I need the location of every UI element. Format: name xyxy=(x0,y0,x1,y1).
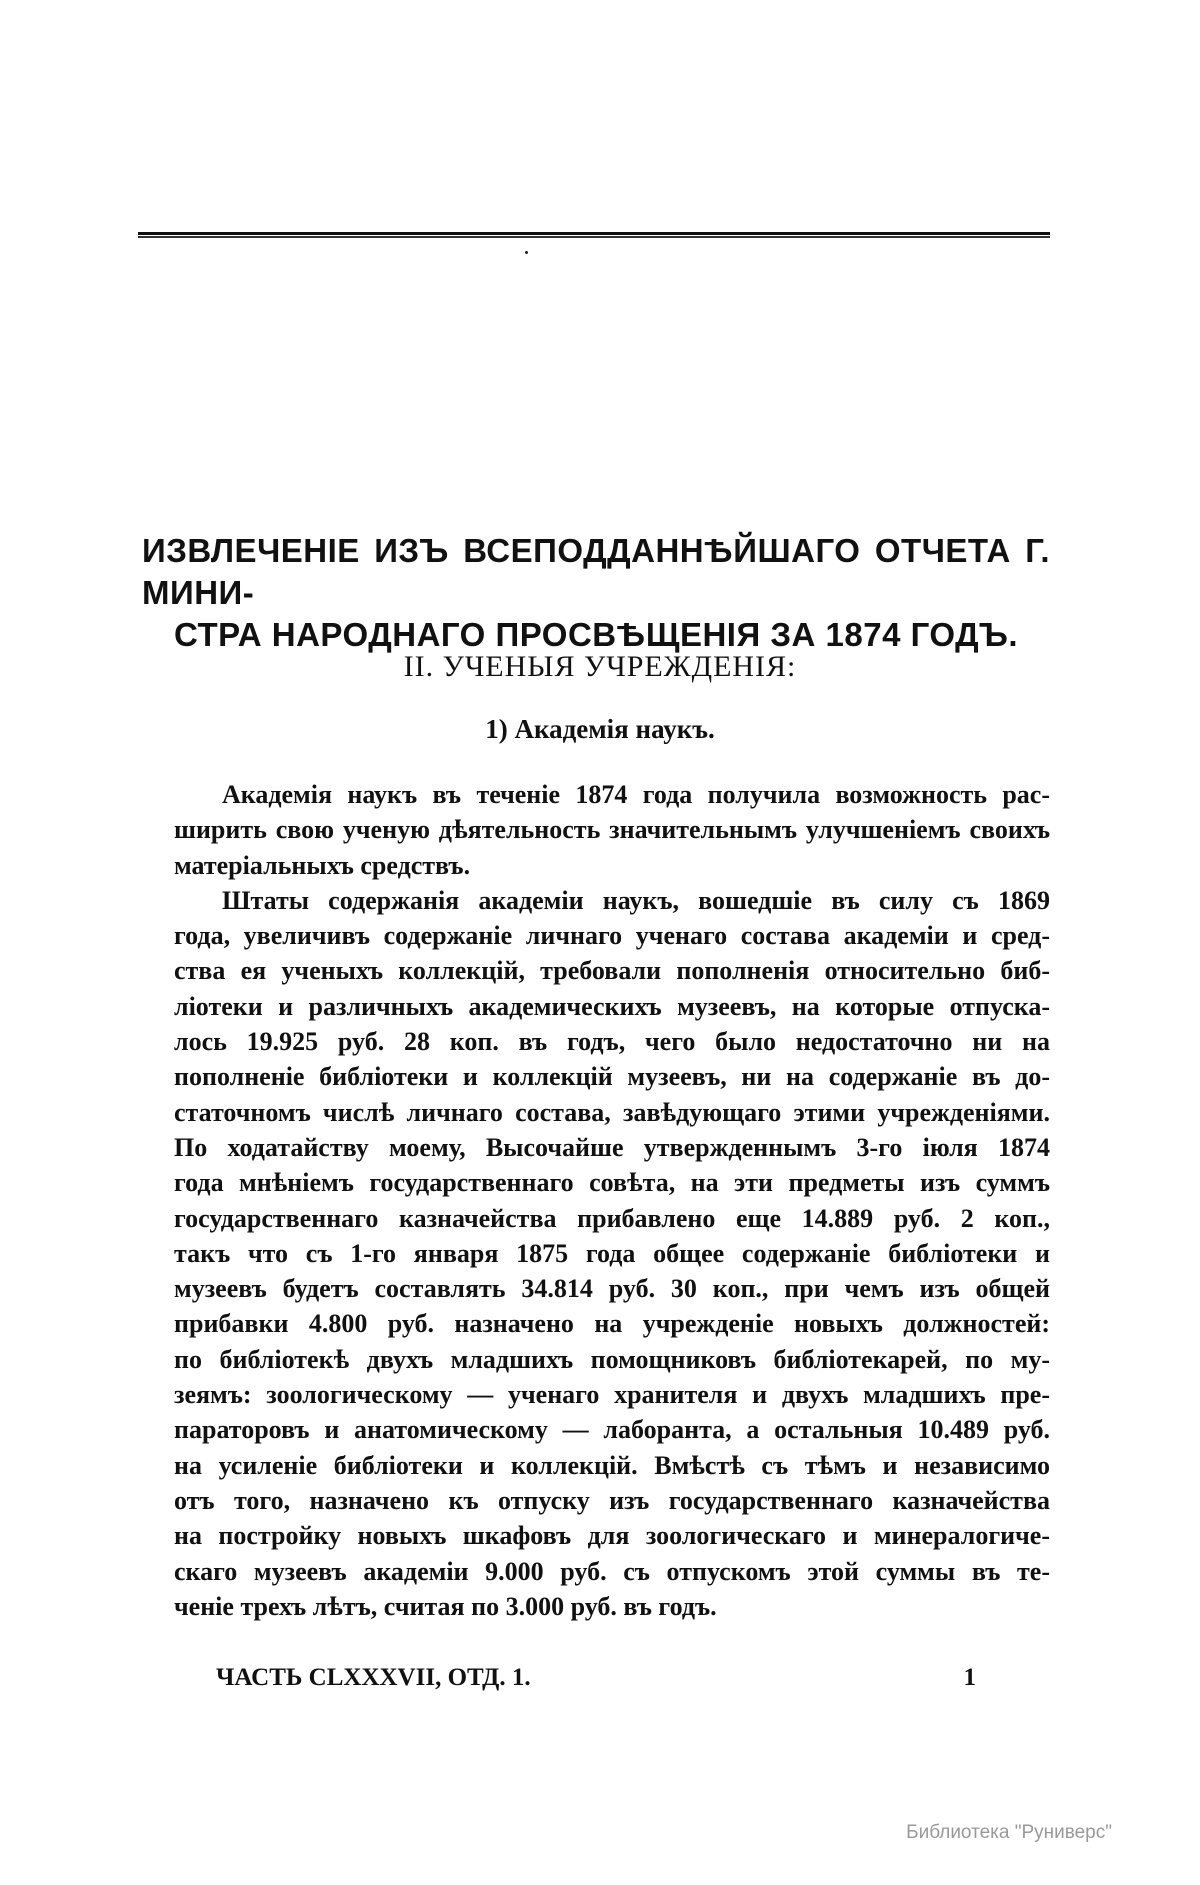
header-rule xyxy=(138,232,1050,238)
text-line: отъ того, назначено къ отпуску изъ государственнаго казначейства xyxy=(174,1485,1050,1515)
text-line: статочномъ числѣ личнаго состава, завѣдующаго этими учрежденіями. xyxy=(174,1097,1050,1127)
text-line: пополненіе библіотеки и коллекцій музеевъ, ни на содержаніе въ до- xyxy=(174,1062,1050,1092)
text-line: матеріальныхъ средствъ. xyxy=(174,850,471,880)
page-number: 1 xyxy=(963,1664,976,1691)
text-line: Академія наукъ въ теченіе 1874 года получила возможность рас- xyxy=(222,780,1050,809)
text-line: Штаты содержанія академіи наукъ, вошедшіе въ силу съ 1869 xyxy=(222,885,1050,915)
text-line: года, увеличивъ содержаніе личнаго ученаго состава академіи и сред- xyxy=(174,921,1050,951)
text-line: по библіотекѣ двухъ младшихъ помощниковъ библіотекарей, по му- xyxy=(174,1344,1050,1374)
section-heading: II. УЧЕНЫЯ УЧРЕЖДЕНІЯ: xyxy=(403,650,797,683)
text-line: ширить свою ученую дѣятельность значительнымъ улучшеніемъ своихъ xyxy=(174,815,1050,845)
title-line-1: ИЗВЛЕЧЕНІЕ ИЗЪ ВСЕПОДДАННѢЙШАГО ОТЧЕТА Г. МИНИ- xyxy=(142,532,1050,611)
text-line: ченіе трехъ лѣтъ, считая по 3.000 руб. въ годъ. xyxy=(174,1591,717,1621)
paragraph xyxy=(174,777,1050,883)
text-line: скаго музеевъ академіи 9.000 руб. съ отпускомъ этой суммы въ те- xyxy=(174,1556,1050,1586)
text-line: зеямъ: зоологическому — ученаго хранителя и двухъ младшихъ пре- xyxy=(174,1380,1050,1410)
title-line-2: СТРА НАРОДНАГО ПРОСВѢЩЕНІЯ ЗА 1874 ГОДЪ. xyxy=(173,616,1018,653)
text-line: ліотеки и различныхъ академическихъ музеевъ, на которые отпуска- xyxy=(174,991,1050,1021)
text-line: музеевъ будетъ составлять 34.814 руб. 30 коп., при чемъ изъ общей xyxy=(174,1274,1050,1304)
text-line: такъ что съ 1-го января 1875 года общее содержаніе библіотеки и xyxy=(174,1238,1050,1268)
text-line: По ходатайству моему, Высочайше утвержденнымъ 3-го іюля 1874 xyxy=(174,1132,1050,1162)
page-title xyxy=(142,530,1050,656)
text-line: на усиленіе библіотеки и коллекцій. Вмѣстѣ съ тѣмъ и независимо xyxy=(174,1450,1050,1480)
watermark: Библиотека "Руниверс" xyxy=(906,1822,1112,1843)
text-line: года мнѣніемъ государственнаго совѣта, на эти предметы изъ суммъ xyxy=(174,1168,1050,1198)
text-line: параторовъ и анатомическому — лаборанта, а остальныя 10.489 руб. xyxy=(174,1415,1050,1445)
text-line: на постройку новыхъ шкафовъ для зоологическаго и минералогиче- xyxy=(174,1521,1050,1551)
text-line: государственнаго казначейства прибавлено еще 14.889 руб. 2 коп., xyxy=(174,1203,1050,1233)
text-line: прибавки 4.800 руб. назначено на учрежденіе новыхъ должностей: xyxy=(174,1309,1050,1339)
text-line: лось 19.925 руб. 28 коп. въ годъ, чего было недостаточно ни на xyxy=(174,1027,1050,1057)
print-speck xyxy=(525,251,528,254)
body-text xyxy=(174,777,1050,1624)
paragraph xyxy=(174,883,1050,1624)
text-line: ства ея ученыхъ коллекцій, требовали пополненія относительно биб- xyxy=(174,956,1050,986)
signature-mark: ЧАСТЬ CLXXXVII, ОТД. 1. xyxy=(216,1664,531,1691)
page-footer xyxy=(216,1664,976,1692)
subsection-heading: 1) Академія наукъ. xyxy=(485,714,715,744)
